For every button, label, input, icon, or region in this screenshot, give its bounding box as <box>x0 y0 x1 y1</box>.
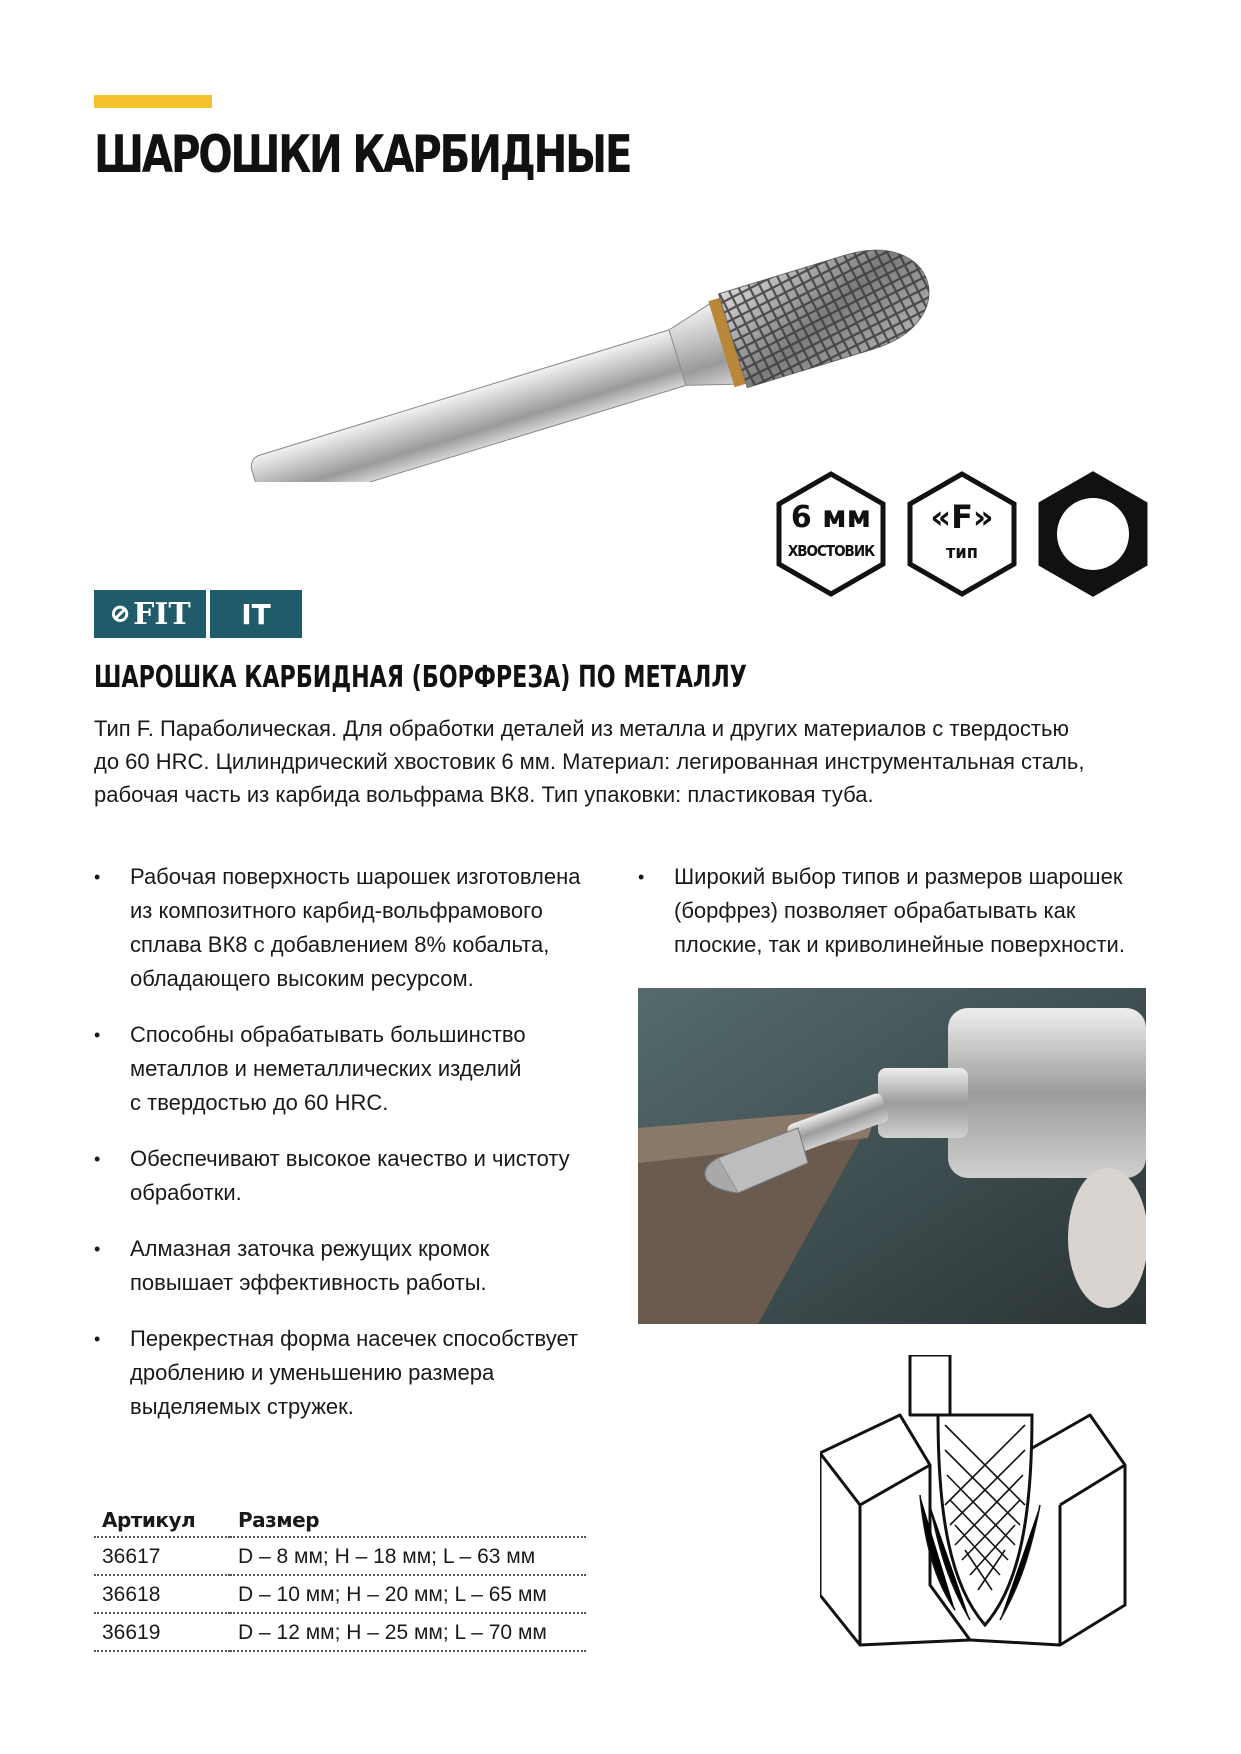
type-badge <box>906 470 1018 598</box>
feature-line: Обеспечивают высокое качество и чистоту <box>130 1146 570 1171</box>
product-description <box>94 712 1144 811</box>
feature-line: обладающего высоким ресурсом. <box>130 966 474 991</box>
feature-line: Способны обрабатывать большинство <box>130 1022 526 1047</box>
badge-type-value: «F» <box>930 498 994 536</box>
feature-line: Перекрестная форма насечек способствует <box>130 1326 579 1351</box>
cell-article: 36617 <box>94 1537 230 1575</box>
feature-badges <box>775 470 1155 600</box>
column-header-article: Артикул <box>94 1502 230 1537</box>
description-line: Тип F. Параболическая. Для обработки деталей из металла и других материалов с твердостью <box>94 716 1069 741</box>
page-title: ШАРОШКИ КАРБИДНЫЕ <box>94 125 631 185</box>
carbide-burr-image <box>225 232 1015 482</box>
features-right-column <box>638 860 1158 984</box>
feature-item <box>94 860 614 996</box>
feature-line: выделяемых стружек. <box>130 1394 354 1419</box>
brand-logo-it: IT <box>210 590 302 638</box>
cell-size: D – 10 мм; H – 20 мм; L – 65 мм <box>230 1575 586 1613</box>
feature-item <box>638 860 1158 962</box>
description-line: рабочая часть из карбида вольфрама ВК8. Тип упаковки: пластиковая туба. <box>94 782 874 807</box>
shank-badge <box>775 470 887 598</box>
brand-logo <box>94 590 302 638</box>
feature-line: обработки. <box>130 1180 242 1205</box>
feature-line: с твердостью до 60 HRC. <box>130 1090 389 1115</box>
table-row <box>94 1575 586 1613</box>
brand-logo-fit <box>94 590 206 638</box>
profile-circle-icon <box>1037 470 1149 598</box>
product-heading: ШАРОШКА КАРБИДНАЯ (БОРФРЕЗА) ПО МЕТАЛЛУ <box>94 660 747 695</box>
feature-line: (борфрез) позволяет обрабатывать как <box>674 898 1076 923</box>
cell-size: D – 8 мм; H – 18 мм; L – 63 мм <box>230 1537 586 1575</box>
cell-article: 36619 <box>94 1613 230 1651</box>
feature-item <box>94 1018 614 1120</box>
badge-shank-value: 6 мм <box>790 500 872 535</box>
profile-badge <box>1037 470 1149 598</box>
spec-table <box>94 1502 586 1652</box>
column-header-size: Размер <box>230 1502 586 1537</box>
feature-line: из композитного карбид-вольфрамового <box>130 898 543 923</box>
feature-line: металлов и неметаллических изделий <box>130 1056 522 1081</box>
feature-item <box>94 1322 614 1424</box>
cell-size: D – 12 мм; H – 25 мм; L – 70 мм <box>230 1613 586 1651</box>
burr-in-use-photo <box>638 988 1146 1324</box>
feature-line: Широкий выбор типов и размеров шарошек <box>674 864 1123 889</box>
brand-mark-icon: ⊘ <box>109 599 132 629</box>
badge-type-label: тип <box>946 542 978 563</box>
feature-item <box>94 1142 614 1210</box>
cell-article: 36618 <box>94 1575 230 1613</box>
brand-left-text: FIT <box>133 596 191 632</box>
table-row <box>94 1537 586 1575</box>
table-row <box>94 1613 586 1651</box>
description-line: до 60 HRC. Цилиндрический хвостовик 6 мм. Материал: легированная инструментальная сталь, <box>94 749 1085 774</box>
badge-shank-label: ХВОСТОВИК <box>787 542 875 560</box>
features-left-column <box>94 860 614 1446</box>
feature-line: Рабочая поверхность шарошек изготовлена <box>130 864 581 889</box>
feature-line: Алмазная заточка режущих кромок <box>130 1236 490 1261</box>
accent-bar <box>94 95 212 108</box>
feature-line: дроблению и уменьшению размера <box>130 1360 495 1385</box>
feature-line: плоские, так и криволинейные поверхности. <box>674 932 1125 957</box>
table-header-row <box>94 1502 586 1537</box>
groove-machining-diagram <box>820 1355 1145 1655</box>
feature-line: повышает эффективность работы. <box>130 1270 487 1295</box>
feature-line: сплава ВК8 с добавлением 8% кобальта, <box>130 932 550 957</box>
feature-item <box>94 1232 614 1300</box>
